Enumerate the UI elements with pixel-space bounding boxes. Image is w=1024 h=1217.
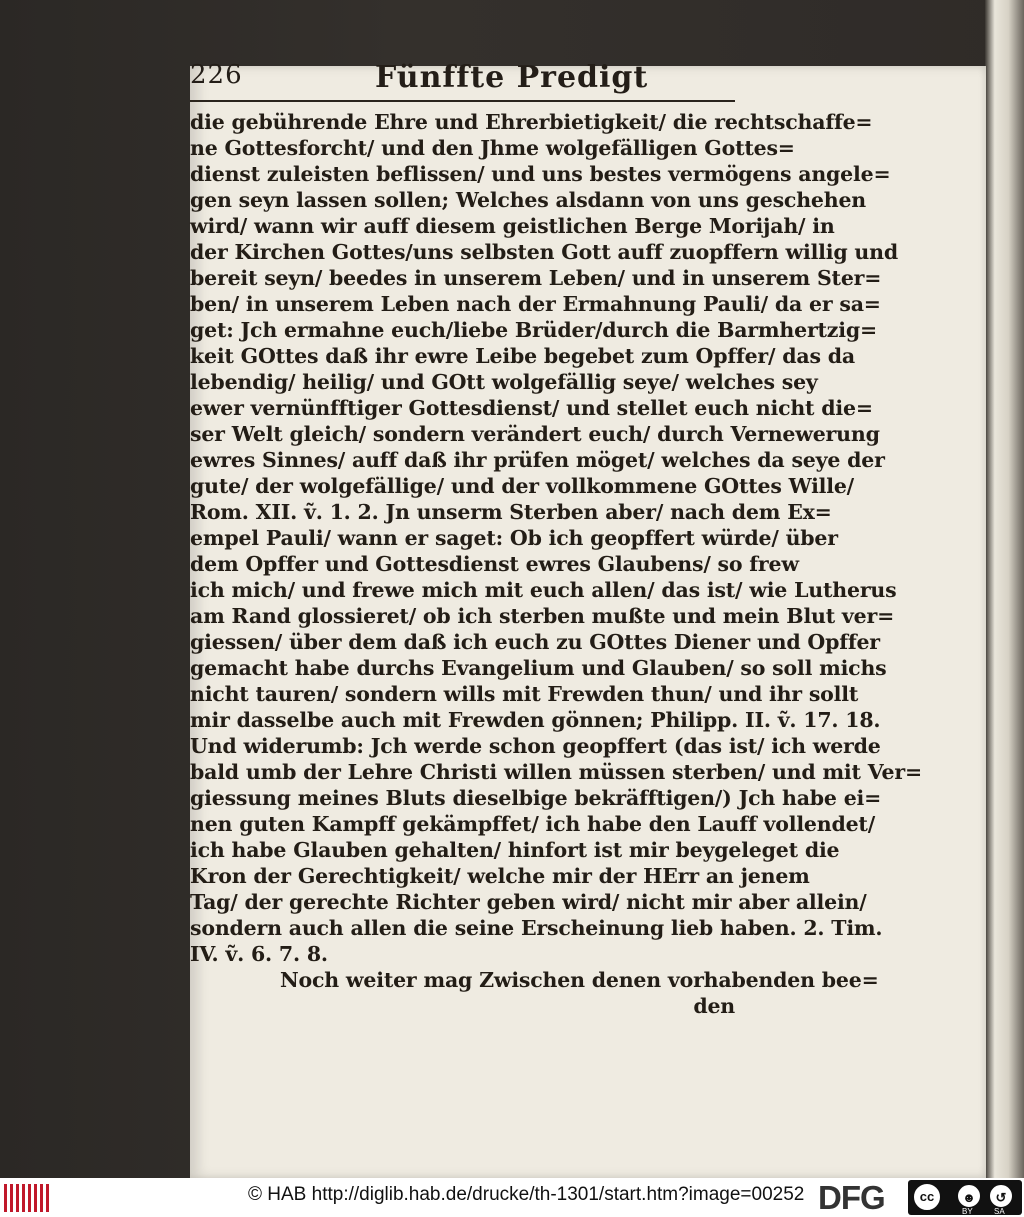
text-line: dem Opffer und Gottesdienst ewres Glaubens/ so frew xyxy=(190,552,799,576)
text-line: gute/ der wolgefällige/ und der vollkommene GOttes Wille/ xyxy=(190,474,854,498)
hab-logo-icon xyxy=(4,1184,50,1212)
text-line: Noch weiter mag Zwischen denen vorhabenden bee= xyxy=(280,968,879,992)
text-line: ich habe Glauben gehalten/ hinfort ist mir beygeleget die xyxy=(190,838,840,862)
text-line: gemacht habe durchs Evangelium und Glauben/ so soll michs xyxy=(190,656,887,680)
text-line: der Kirchen Gottes/uns selbsten Gott auff zuopffern willig und xyxy=(190,240,898,264)
text-line: Kron der Gerechtigkeit/ welche mir der HErr an jenem xyxy=(190,864,810,888)
text-line: sondern auch allen die seine Erscheinung lieb haben. 2. Tim. xyxy=(190,916,883,940)
text-line: Tag/ der gerechte Richter geben wird/ nicht mir aber allein/ xyxy=(190,890,867,914)
page-header: Fünffte Predigt xyxy=(375,60,649,95)
text-line: ich mich/ und frewe mich mit euch allen/ das ist/ wie Lutherus xyxy=(190,578,897,602)
text-line: ser Welt gleich/ sondern verändert euch/ durch Vernewerung xyxy=(190,422,880,446)
license-badge[interactable] xyxy=(908,1180,1022,1215)
text-line: Und widerumb: Jch werde schon geopffert (das ist/ ich werde xyxy=(190,734,881,758)
creative-commons-icon: cc xyxy=(912,1182,942,1212)
dfg-logo: DFG xyxy=(818,1179,885,1216)
share-alike-icon: ↺ xyxy=(988,1183,1014,1209)
text-line: keit GOttes daß ihr ewre Leibe begebet zum Opffer/ das da xyxy=(190,344,855,368)
viewer-footer xyxy=(0,1178,1024,1217)
text-line: Rom. XII. ṽ. 1. 2. Jn unserm Sterben aber/ nach dem Ex= xyxy=(190,500,832,524)
text-line: ben/ in unserem Leben nach der Ermahnung Pauli/ da er sa= xyxy=(190,292,881,316)
text-line: dienst zuleisten beflissen/ und uns bestes vermögens angele= xyxy=(190,162,891,186)
text-line: mir dasselbe auch mit Frewden gönnen; Philipp. II. ṽ. 17. 18. xyxy=(190,708,881,732)
catchword: den xyxy=(693,994,735,1018)
text-line: die gebührende Ehre und Ehrerbietigkeit/ die rechtschaffe= xyxy=(190,110,873,134)
adjacent-page-edge xyxy=(985,0,1024,1178)
text-line: nicht tauren/ sondern wills mit Frewden thun/ und ihr sollt xyxy=(190,682,859,706)
page-number: 226 xyxy=(190,60,243,90)
text-line: bereit seyn/ beedes in unserem Leben/ und in unserem Ster= xyxy=(190,266,882,290)
sa-label: SA xyxy=(994,1207,1005,1216)
attribution-icon: ☻ xyxy=(956,1183,982,1209)
text-line: bald umb der Lehre Christi willen müssen sterben/ und mit Ver= xyxy=(190,760,922,784)
text-line: giessung meines Bluts dieselbige bekräfftigen/) Jch habe ei= xyxy=(190,786,882,810)
text-line: get: Jch ermahne euch/liebe Brüder/durch die Barmhertzig= xyxy=(190,318,877,342)
text-line: am Rand glossieret/ ob ich sterben mußte und mein Blut ver= xyxy=(190,604,895,628)
text-line: ewres Sinnes/ auff daß ihr prüfen möget/ welches da seye der xyxy=(190,448,885,472)
by-label: BY xyxy=(962,1207,973,1216)
source-link[interactable]: © HAB http://diglib.hab.de/drucke/th-1301/start.htm?image=00252 xyxy=(248,1184,805,1205)
text-line: nen guten Kampff gekämpffet/ ich habe den Lauff vollendet/ xyxy=(190,812,875,836)
text-line: ne Gottesforcht/ und den Jhme wolgefälligen Gottes= xyxy=(190,136,795,160)
text-line: gen seyn lassen sollen; Welches alsdann von uns geschehen xyxy=(190,188,867,212)
running-head xyxy=(190,52,735,102)
text-line: IV. ṽ. 6. 7. 8. xyxy=(190,942,328,966)
text-line: giessen/ über dem daß ich euch zu GOttes Diener und Opffer xyxy=(190,630,880,654)
text-line: ewer vernünfftiger Gottesdienst/ und stellet euch nicht die= xyxy=(190,396,873,420)
text-line: wird/ wann wir auff diesem geistlichen Berge Morijah/ in xyxy=(190,214,835,238)
text-line: empel Pauli/ wann er saget: Ob ich geopffert würde/ über xyxy=(190,526,838,550)
text-line: lebendig/ heilig/ und GOtt wolgefällig seye/ welches sey xyxy=(190,370,818,394)
